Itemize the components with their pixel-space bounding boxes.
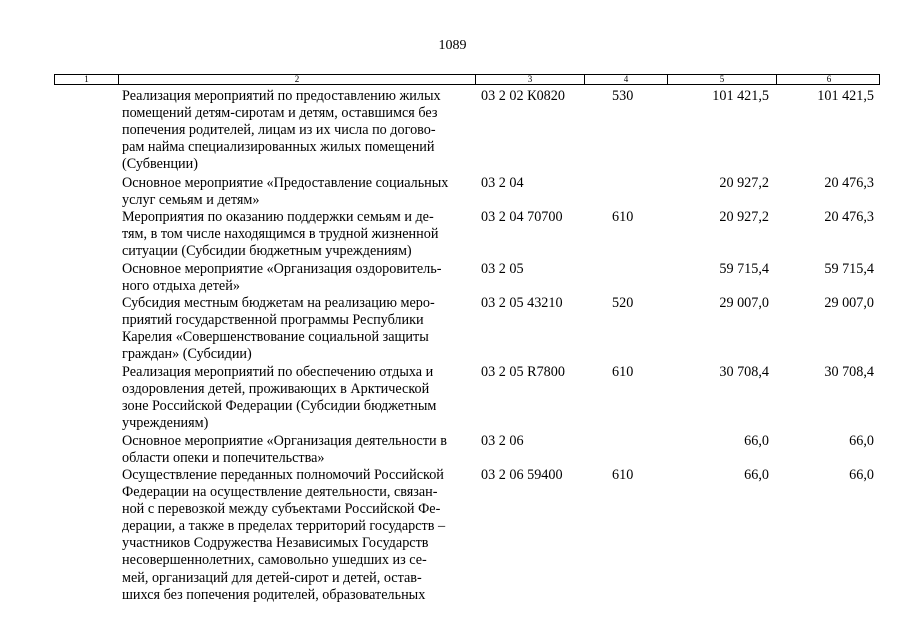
row-value-year1: 20 927,2 (719, 209, 769, 225)
page-number: 1089 (438, 38, 467, 53)
row-description: Реализация мероприятий по предоставлению жилых помещений детям-сиротам и детям, оставшимся без попечения родителей, лицам из их числа по догово- рам найма специализированных жилых помещений (Субвенции) (122, 88, 441, 173)
row-value-year1: 66,0 (744, 467, 769, 483)
header-col-6: 6 (776, 75, 881, 84)
header-col-1: 1 (84, 74, 89, 84)
row-value-year2: 30 708,4 (824, 364, 874, 380)
row-code: 03 2 05 (481, 261, 524, 277)
row-code: 03 2 06 59400 (481, 467, 563, 483)
row-value-year2: 20 476,3 (824, 209, 874, 225)
row-description: Основное мероприятие «Организация деятельности в области опеки и попечительства» (122, 433, 447, 467)
row-code: 03 2 04 70700 (481, 209, 563, 225)
row-value-year1: 30 708,4 (719, 364, 769, 380)
row-code: 03 2 05 R7800 (481, 364, 565, 380)
row-value-year2: 29 007,0 (824, 295, 874, 311)
header-col-2: 2 (118, 75, 475, 84)
row-value-year2: 66,0 (849, 433, 874, 449)
table-row (0, 88, 905, 175)
table-row (0, 261, 905, 295)
table-row (0, 364, 905, 433)
table-header (54, 74, 880, 85)
row-description: Субсидия местным бюджетам на реализацию меро- приятий государственной программы Республики Карелия «Совершенствование социальной защиты граждан» (Субсидии) (122, 295, 435, 363)
header-col-5: 5 (667, 75, 776, 84)
row-value-year1: 101 421,5 (712, 88, 769, 104)
row-code: 03 2 04 (481, 175, 524, 191)
header-col-3: 3 (475, 75, 584, 84)
header-col-4: 4 (584, 75, 667, 84)
row-value-year1: 66,0 (744, 433, 769, 449)
row-description: Осуществление переданных полномочий Российской Федерации на осуществление деятельности, связан- ной с перевозкой между субъектами Российской Фе- дерации, а также в пределах территорий государств – участников Содружества Независимых Государств несовершеннолетних, самовольно ушедших из се- мей, организаций для детей-сирот и детей, остав- шихся без попечения родителей, образовательных (122, 467, 446, 603)
row-code: 03 2 05 43210 (481, 295, 563, 311)
table-row (0, 209, 905, 261)
row-expense-type: 610 (612, 467, 634, 483)
row-description: Основное мероприятие «Предоставление социальных услуг семьям и детям» (122, 175, 449, 209)
table-body (0, 88, 905, 605)
row-description: Мероприятия по оказанию поддержки семьям и де- тям, в том числе находящимся в трудной жизненной ситуации (Субсидии бюджетным учреждениям) (122, 209, 439, 260)
row-expense-type: 610 (612, 364, 634, 380)
row-value-year2: 59 715,4 (824, 261, 874, 277)
table-row (0, 295, 905, 364)
table-row (0, 467, 905, 605)
row-value-year2: 66,0 (849, 467, 874, 483)
row-value-year2: 20 476,3 (824, 175, 874, 191)
row-code: 03 2 06 (481, 433, 524, 449)
row-value-year1: 20 927,2 (719, 175, 769, 191)
row-expense-type: 520 (612, 295, 634, 311)
table-row (0, 433, 905, 467)
row-value-year1: 59 715,4 (719, 261, 769, 277)
row-value-year2: 101 421,5 (817, 88, 874, 104)
row-description: Реализация мероприятий по обеспечению отдыха и оздоровления детей, проживающих в Арктической зоне Российской Федерации (Субсидии бюджетным учреждениям) (122, 364, 437, 432)
row-expense-type: 610 (612, 209, 634, 225)
table-row (0, 175, 905, 209)
row-code: 03 2 02 К0820 (481, 88, 565, 104)
row-value-year1: 29 007,0 (719, 295, 769, 311)
row-expense-type: 530 (612, 88, 634, 104)
row-description: Основное мероприятие «Организация оздоровитель- ного отдыха детей» (122, 261, 442, 295)
